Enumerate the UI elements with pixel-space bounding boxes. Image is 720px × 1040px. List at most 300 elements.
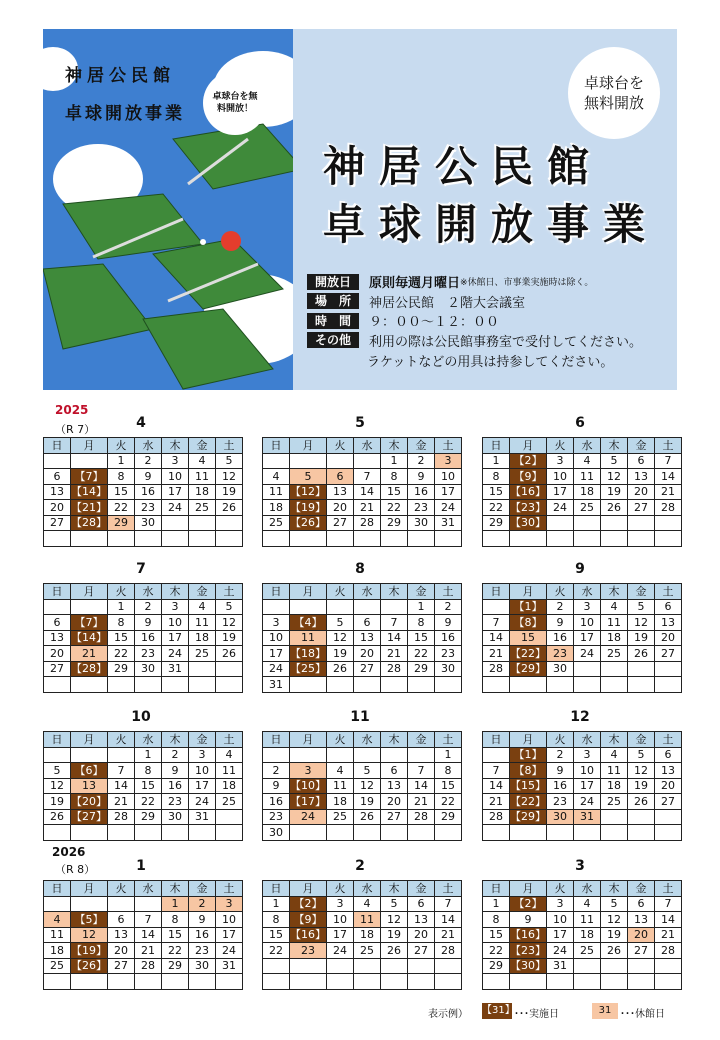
day-cell: 8: [135, 763, 162, 779]
day-cell: 9: [435, 615, 462, 631]
weekday-header: 火: [108, 438, 135, 454]
day-cell: [547, 825, 574, 841]
weekday-header: 水: [135, 584, 162, 600]
day-cell: 26: [44, 809, 71, 825]
day-cell: 5: [354, 763, 381, 779]
day-cell: 10: [263, 630, 290, 646]
weekday-header: 金: [189, 584, 216, 600]
day-cell: 10: [547, 912, 574, 928]
day-cell: 8: [162, 912, 189, 928]
day-cell: 1: [408, 599, 435, 615]
day-cell: 17: [547, 927, 574, 943]
day-cell: [108, 896, 135, 912]
day-cell: 24: [216, 943, 243, 959]
day-cell: 6: [381, 763, 408, 779]
day-cell: [547, 515, 574, 531]
day-cell: [327, 599, 354, 615]
day-cell: [290, 599, 327, 615]
day-cell: 19: [601, 484, 628, 500]
day-cell: 14: [381, 630, 408, 646]
day-cell: 29: [408, 661, 435, 677]
day-cell: 【7】: [71, 615, 108, 631]
weekday-header: 水: [354, 732, 381, 748]
day-cell: [327, 747, 354, 763]
weekday-header: 火: [108, 881, 135, 897]
era-r7: （R 7）: [55, 423, 96, 436]
weekday-header: 土: [655, 881, 682, 897]
small-speech-bubble: 卓球台を無料開放！: [203, 71, 267, 135]
day-cell: [601, 825, 628, 841]
day-cell: [655, 531, 682, 547]
weekday-header: 土: [435, 584, 462, 600]
day-cell: 18: [189, 484, 216, 500]
day-cell: 4: [189, 599, 216, 615]
day-cell: [601, 661, 628, 677]
day-cell: [574, 661, 601, 677]
day-cell: 4: [263, 469, 290, 485]
day-cell: [601, 531, 628, 547]
weekday-header: 水: [135, 732, 162, 748]
day-cell: [216, 661, 243, 677]
day-cell: 9: [135, 615, 162, 631]
day-cell: 13: [327, 484, 354, 500]
day-cell: 9: [189, 912, 216, 928]
day-cell: 31: [263, 677, 290, 693]
day-cell: [628, 531, 655, 547]
day-cell: 14: [108, 778, 135, 794]
day-cell: [327, 974, 354, 990]
day-cell: [381, 825, 408, 841]
day-cell: [381, 958, 408, 974]
day-cell: [381, 974, 408, 990]
day-cell: 25: [601, 646, 628, 662]
day-cell: 28: [381, 661, 408, 677]
day-cell: 3: [162, 599, 189, 615]
day-cell: [483, 677, 510, 693]
weekday-header: 火: [547, 881, 574, 897]
month-calendar: [262, 880, 462, 990]
day-cell: 21: [483, 646, 510, 662]
day-cell: 8: [408, 615, 435, 631]
day-cell: 【17】: [290, 794, 326, 808]
year-2026: 2026: [52, 845, 86, 859]
day-cell: 7: [354, 469, 381, 485]
day-cell: 7: [408, 763, 435, 779]
weekday-header: 水: [135, 881, 162, 897]
day-cell: [108, 531, 135, 547]
day-cell: 9: [263, 778, 290, 794]
day-cell: [44, 453, 71, 469]
day-cell: 7: [483, 615, 510, 631]
day-cell: [216, 531, 243, 547]
weekday-header: 火: [327, 438, 354, 454]
month-calendar: [43, 880, 243, 990]
day-cell: 26: [628, 646, 655, 662]
day-cell: 17: [574, 778, 601, 794]
day-cell: [547, 531, 574, 547]
day-cell: 9: [135, 469, 162, 485]
day-cell: 26: [354, 809, 381, 825]
day-cell: 18: [601, 630, 628, 646]
day-cell: 16: [435, 630, 462, 646]
day-cell: [108, 825, 135, 841]
day-cell: [216, 809, 243, 825]
day-cell: [354, 747, 381, 763]
day-cell: 18: [263, 500, 290, 516]
day-cell: [408, 958, 435, 974]
day-cell: 【30】: [510, 516, 546, 530]
day-cell: 15: [162, 927, 189, 943]
day-cell: 20: [44, 646, 71, 662]
day-cell: 7: [108, 763, 135, 779]
day-cell: 2: [162, 747, 189, 763]
main-title-line1: 神居公民館: [323, 142, 604, 191]
day-cell: 16: [547, 630, 574, 646]
day-cell: 3: [435, 453, 462, 469]
day-cell: [510, 531, 547, 547]
legend-closed-sample: 31: [592, 1003, 618, 1019]
day-cell: 【5】: [71, 912, 108, 928]
day-cell: 25: [44, 958, 71, 974]
weekday-header: 水: [574, 881, 601, 897]
day-cell: [655, 677, 682, 693]
day-cell: 5: [216, 453, 243, 469]
day-cell: 12: [327, 630, 354, 646]
day-cell: 4: [354, 896, 381, 912]
day-cell: 25: [601, 794, 628, 810]
day-cell: [601, 974, 628, 990]
day-cell: 8: [435, 763, 462, 779]
day-cell: 30: [547, 661, 574, 677]
day-cell: 13: [408, 912, 435, 928]
month-title: 3: [575, 858, 585, 874]
day-cell: 13: [44, 630, 71, 646]
day-cell: [44, 531, 71, 547]
weekday-header: 土: [655, 732, 682, 748]
legend-open-label: ･･･実施日: [514, 1009, 559, 1020]
day-cell: 10: [162, 469, 189, 485]
day-cell: 2: [189, 896, 216, 912]
weekday-header: 水: [354, 881, 381, 897]
day-cell: 24: [162, 500, 189, 516]
day-cell: [189, 531, 216, 547]
month-calendar: [482, 583, 682, 693]
day-cell: [327, 531, 354, 547]
day-cell: [354, 958, 381, 974]
day-cell: [354, 974, 381, 990]
day-cell: 8: [263, 912, 290, 928]
weekday-header: 月: [71, 584, 108, 600]
weekday-header: 土: [655, 438, 682, 454]
day-cell: [381, 531, 408, 547]
day-cell: [354, 599, 381, 615]
day-cell: 20: [44, 500, 71, 516]
weekday-header: 木: [381, 732, 408, 748]
day-cell: 10: [574, 763, 601, 779]
legend-prefix: 表示例）: [428, 1009, 468, 1020]
day-cell: 18: [354, 927, 381, 943]
day-cell: [655, 809, 682, 825]
day-cell: 11: [601, 763, 628, 779]
day-cell: 30: [162, 809, 189, 825]
day-cell: 13: [44, 484, 71, 500]
day-cell: 【8】: [510, 615, 547, 631]
day-cell: [44, 825, 71, 841]
day-cell: 25: [574, 943, 601, 959]
day-cell: 26: [216, 646, 243, 662]
day-cell: 21: [435, 927, 462, 943]
day-cell: [71, 531, 108, 547]
day-cell: [189, 661, 216, 677]
day-cell: 1: [381, 453, 408, 469]
day-cell: 【1】: [510, 747, 547, 763]
day-cell: 【16】: [510, 485, 546, 499]
day-cell: 26: [601, 943, 628, 959]
day-cell: 29: [135, 809, 162, 825]
weekday-header: 日: [263, 732, 290, 748]
day-cell: 【18】: [290, 646, 326, 660]
day-cell: 21: [71, 646, 108, 662]
day-cell: 6: [108, 912, 135, 928]
weekday-header: 金: [628, 732, 655, 748]
day-cell: [435, 677, 462, 693]
day-cell: 8: [108, 615, 135, 631]
day-cell: 1: [483, 453, 510, 469]
day-cell: 15: [108, 630, 135, 646]
day-cell: 27: [408, 943, 435, 959]
day-cell: 30: [135, 661, 162, 677]
day-cell: [574, 958, 601, 974]
day-cell: 8: [381, 469, 408, 485]
day-cell: 3: [574, 747, 601, 763]
day-cell: 30: [189, 958, 216, 974]
weekday-header: 木: [601, 732, 628, 748]
day-cell: 19: [628, 630, 655, 646]
day-cell: 23: [435, 646, 462, 662]
month-calendar: [482, 437, 682, 547]
weekday-header: 日: [44, 584, 71, 600]
day-cell: 15: [135, 778, 162, 794]
day-cell: 21: [655, 484, 682, 500]
info-block: [307, 272, 642, 370]
day-cell: 19: [628, 778, 655, 794]
day-cell: 30: [435, 661, 462, 677]
main-title-line2: 卓球開放事業: [323, 200, 660, 249]
day-cell: [408, 531, 435, 547]
day-cell: 14: [135, 927, 162, 943]
weekday-header: 月: [290, 438, 327, 454]
day-cell: [71, 677, 108, 693]
month-title: 4: [136, 415, 146, 431]
day-cell: 10: [216, 912, 243, 928]
day-cell: 21: [354, 500, 381, 516]
weekday-header: 土: [435, 881, 462, 897]
weekday-header: 土: [655, 584, 682, 600]
day-cell: 【20】: [71, 794, 107, 808]
day-cell: 【25】: [290, 662, 326, 676]
weekday-header: 日: [44, 881, 71, 897]
day-cell: 17: [189, 778, 216, 794]
day-cell: [655, 974, 682, 990]
day-cell: 11: [290, 630, 327, 646]
day-cell: [216, 515, 243, 531]
day-cell: 6: [408, 896, 435, 912]
day-cell: 【26】: [290, 516, 326, 530]
day-cell: [628, 958, 655, 974]
weekday-header: 金: [628, 584, 655, 600]
day-cell: [601, 677, 628, 693]
month-title: 2: [355, 858, 365, 874]
info-row-other: その他 利用の際は公民館事務室で受付してください。: [307, 331, 642, 351]
month-calendar: [482, 731, 682, 841]
day-cell: 26: [327, 661, 354, 677]
day-cell: 27: [354, 661, 381, 677]
day-cell: 23: [135, 646, 162, 662]
day-cell: [655, 661, 682, 677]
day-cell: 23: [135, 500, 162, 516]
day-cell: 4: [44, 912, 71, 928]
day-cell: 25: [189, 646, 216, 662]
day-cell: 20: [327, 500, 354, 516]
day-cell: 17: [263, 646, 290, 662]
day-cell: 24: [263, 661, 290, 677]
day-cell: [135, 677, 162, 693]
legend-closed-label: ･･･休館日: [620, 1009, 665, 1020]
day-cell: 21: [655, 927, 682, 943]
day-cell: 【2】: [510, 453, 547, 469]
big-speech-bubble: 卓球台を 無料開放: [568, 47, 660, 139]
day-cell: 5: [327, 615, 354, 631]
day-cell: 1: [483, 896, 510, 912]
day-cell: 19: [354, 794, 381, 810]
day-cell: 28: [655, 943, 682, 959]
day-cell: 11: [189, 469, 216, 485]
weekday-header: 金: [628, 881, 655, 897]
day-cell: 2: [547, 599, 574, 615]
day-cell: [290, 974, 327, 990]
day-cell: 15: [408, 630, 435, 646]
day-cell: [162, 677, 189, 693]
day-cell: 17: [327, 927, 354, 943]
day-cell: 15: [263, 927, 290, 943]
day-cell: [216, 825, 243, 841]
day-cell: [628, 974, 655, 990]
day-cell: [263, 599, 290, 615]
day-cell: 21: [408, 794, 435, 810]
day-cell: 25: [327, 809, 354, 825]
day-cell: 16: [547, 778, 574, 794]
day-cell: [435, 958, 462, 974]
weekday-header: 日: [483, 881, 510, 897]
day-cell: 11: [189, 615, 216, 631]
day-cell: 24: [574, 794, 601, 810]
day-cell: 2: [135, 453, 162, 469]
weekday-header: 日: [263, 438, 290, 454]
day-cell: [108, 677, 135, 693]
day-cell: 4: [216, 747, 243, 763]
day-cell: 【16】: [290, 928, 326, 942]
day-cell: 29: [381, 515, 408, 531]
day-cell: 【1】: [510, 599, 547, 615]
day-cell: 【29】: [510, 810, 546, 824]
day-cell: 20: [354, 646, 381, 662]
day-cell: 29: [483, 958, 510, 974]
day-cell: 5: [381, 896, 408, 912]
day-cell: 28: [108, 809, 135, 825]
day-cell: 22: [483, 500, 510, 516]
day-cell: [162, 974, 189, 990]
day-cell: 29: [108, 661, 135, 677]
day-cell: 19: [327, 646, 354, 662]
day-cell: [655, 515, 682, 531]
day-cell: 【23】: [510, 943, 546, 957]
day-cell: [601, 515, 628, 531]
day-cell: 1: [263, 896, 290, 912]
day-cell: 16: [162, 778, 189, 794]
day-cell: [162, 531, 189, 547]
day-cell: [162, 825, 189, 841]
day-cell: 6: [655, 599, 682, 615]
day-cell: [628, 661, 655, 677]
weekday-header: 日: [483, 584, 510, 600]
day-cell: [574, 531, 601, 547]
day-cell: 14: [408, 778, 435, 794]
weekday-header: 日: [44, 732, 71, 748]
year-2025: 2025: [55, 403, 89, 417]
day-cell: 22: [135, 794, 162, 810]
weekday-header: 木: [601, 584, 628, 600]
day-cell: 12: [354, 778, 381, 794]
day-cell: 25: [189, 500, 216, 516]
day-cell: 10: [162, 615, 189, 631]
day-cell: 15: [483, 927, 510, 943]
day-cell: 12: [601, 912, 628, 928]
day-cell: 【29】: [510, 662, 546, 676]
weekday-header: 火: [327, 584, 354, 600]
day-cell: 5: [216, 599, 243, 615]
day-cell: 2: [408, 453, 435, 469]
day-cell: 【28】: [71, 662, 107, 676]
day-cell: 29: [435, 809, 462, 825]
day-cell: 31: [189, 809, 216, 825]
day-cell: 13: [655, 615, 682, 631]
day-cell: 【8】: [510, 763, 547, 779]
weekday-header: 火: [327, 881, 354, 897]
day-cell: 【2】: [510, 896, 547, 912]
day-cell: 【27】: [71, 810, 107, 824]
day-cell: [135, 531, 162, 547]
day-cell: 3: [290, 763, 327, 779]
weekday-header: 木: [381, 438, 408, 454]
day-cell: 6: [354, 615, 381, 631]
left-title-line1: 神居公民館: [65, 66, 175, 86]
day-cell: 16: [263, 794, 290, 810]
day-cell: 22: [483, 943, 510, 959]
day-cell: [189, 825, 216, 841]
weekday-header: 日: [483, 438, 510, 454]
day-cell: [263, 531, 290, 547]
day-cell: 10: [574, 615, 601, 631]
day-cell: [327, 453, 354, 469]
day-cell: [547, 974, 574, 990]
weekday-header: 木: [162, 438, 189, 454]
day-cell: [483, 531, 510, 547]
weekday-header: 月: [510, 584, 547, 600]
day-cell: [189, 515, 216, 531]
day-cell: [510, 825, 547, 841]
day-cell: [290, 747, 327, 763]
day-cell: 21: [135, 943, 162, 959]
